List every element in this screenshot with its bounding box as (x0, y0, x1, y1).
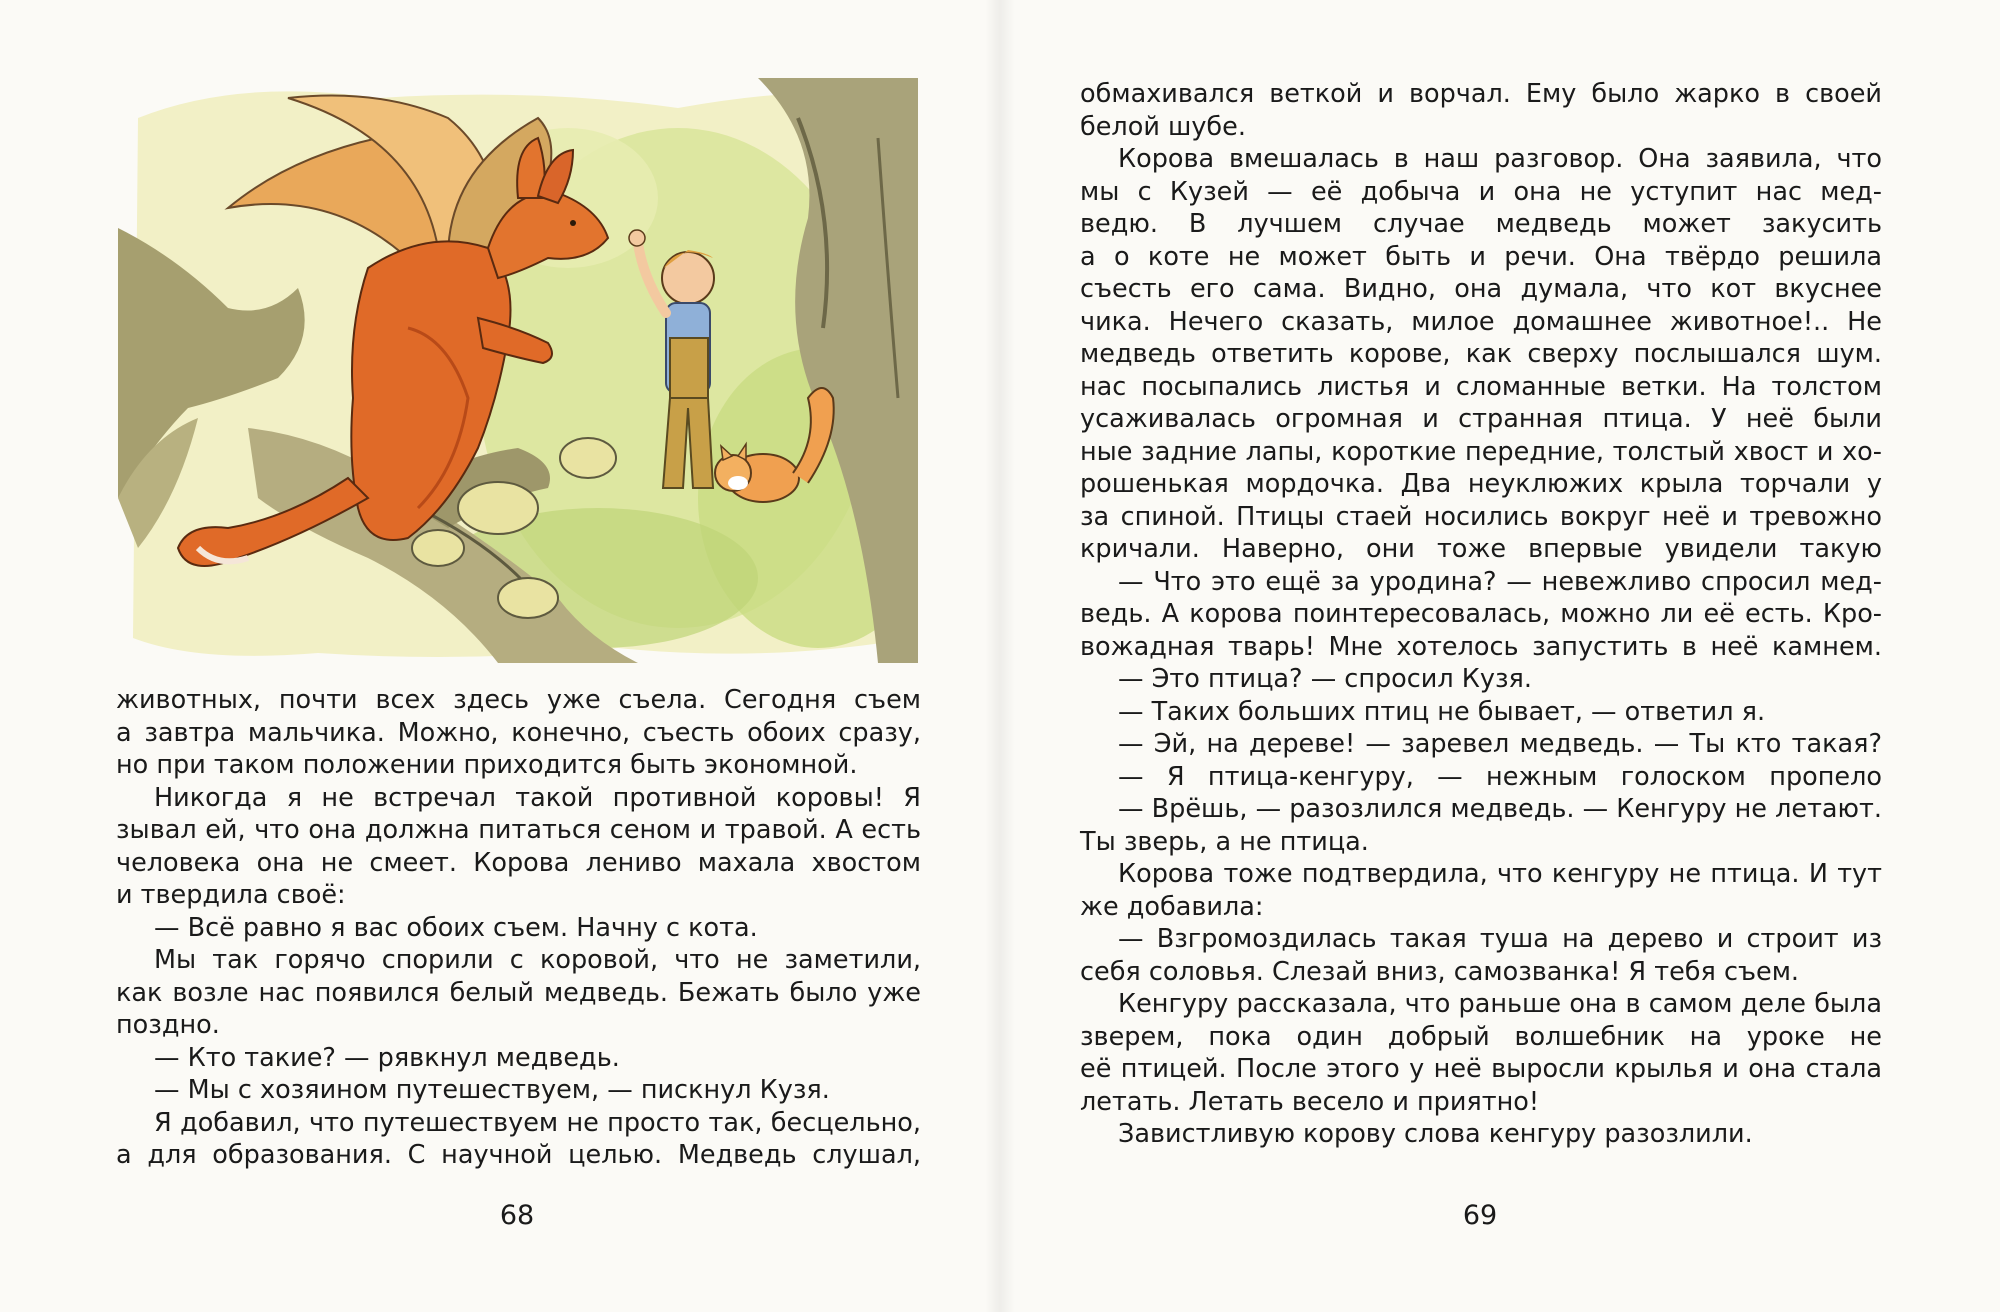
text-line: зывал ей, что она должна питаться сеном и травой. А есть (116, 815, 921, 845)
text-line: медведь ответить корове, как сверху послышался шум. (1080, 339, 1882, 369)
text-line: рошенькая мордочка. Два неуклюжих крыла торчали у (1080, 469, 1882, 499)
text-line: Кенгуру рассказала, что раньше она в самом деле была (1118, 989, 1882, 1019)
text-line: съесть его сама. Видно, она думала, что кот вкуснее (1080, 274, 1882, 304)
text-line: животных, почти всех здесь уже съела. Сегодня съем (116, 685, 921, 715)
text-line: — Мы с хозяином путешествуем, — пискнул Кузя. (154, 1075, 830, 1105)
right-page (1000, 0, 2000, 1312)
text-line: Корова вмешалась в наш разговор. Она заявила, что (1118, 144, 1882, 174)
text-line: но при таком положении приходится быть экономной. (116, 750, 858, 780)
text-line: — Кто такие? — рявкнул медведь. (154, 1042, 620, 1073)
text-line: нас посыпались листья и сломанные ветки. На толстом (1080, 371, 1882, 402)
text-line: — Взгромоздилась такая туша на дерево и строит из (1118, 924, 1882, 954)
text-line: чика. Нечего сказать, милое домашнее животное!.. Не (1080, 306, 1882, 337)
text-line: её птицей. После этого у неё выросли крылья и она стала (1080, 1054, 1882, 1084)
kangaroo-bird-illustration (118, 78, 918, 663)
text-line: — Это птица? — спросил Кузя. (1118, 664, 1532, 694)
text-line: Корова тоже подтвердила, что кенгуру не птица. И тут (1118, 859, 1882, 889)
text-line: — Я птица-кенгуру, — нежным голоском пропело (1118, 761, 1882, 792)
text-line: ные задние лапы, короткие передние, толстый хвост и хо- (1080, 436, 1882, 467)
text-line: — Эй, на дереве! — заревел медведь. — Ты кто такая? (1118, 729, 1882, 759)
text-line: за спиной. Птицы стаей носились вокруг неё и тревожно (1080, 501, 1882, 532)
text-line: как возле нас появился белый медведь. Бежать было уже (116, 977, 921, 1008)
text-line: усаживалась огромная и странная птица. У неё были (1080, 404, 1882, 434)
text-line: летать. Летать весело и приятно! (1080, 1086, 1540, 1117)
page-number-left: 68 (499, 1200, 535, 1231)
text-line: Никогда я не встречал такой противной коровы! Я (154, 782, 921, 813)
text-line: белой шубе. (1080, 111, 1246, 142)
left-page-text (116, 684, 921, 1172)
text-line: — Что это ещё за уродина? — невежливо спросил мед- (1118, 566, 1882, 597)
text-line: — Врёшь, — разозлился медведь. — Кенгуру не летают. (1118, 794, 1882, 824)
text-line: зверем, пока один добрый волшебник на уроке не (1080, 1021, 1882, 1052)
text-line: Завистливую корову слова кенгуру разозлили. (1118, 1119, 1753, 1149)
page-number-right: 69 (1462, 1200, 1498, 1231)
text-line: и твердила своё: (116, 880, 346, 910)
text-line: обмахивался веткой и ворчал. Ему было жарко в своей (1080, 79, 1882, 109)
text-line: поздно. (116, 1010, 220, 1040)
text-line: а о коте не может быть и речи. Она твёрдо решила (1080, 241, 1882, 272)
text-line: Я добавил, что путешествуем не просто так, бесцельно, (154, 1107, 921, 1138)
text-line: себя соловья. Слезай вниз, самозванка! Я тебя съем. (1080, 956, 1800, 987)
text-line: ведю. В лучшем случае медведь может закусить (1080, 209, 1882, 239)
text-line: человека она не смеет. Корова лениво махала хвостом (116, 847, 921, 878)
text-line: ведь. А корова поинтересовалась, можно ли её есть. Кро- (1080, 599, 1882, 629)
text-line: а для образования. С научной целью. Медведь слушал, (116, 1140, 921, 1170)
text-line: Ты зверь, а не птица. (1080, 826, 1369, 857)
right-page-text (1080, 78, 1882, 1151)
text-line: — Всё равно я вас обоих съем. Начну с кота. (154, 912, 758, 943)
text-line: мы с Кузей — её добыча и она не уступит нас мед- (1080, 176, 1882, 207)
text-line: — Таких больших птиц не бывает, — ответил я. (1118, 696, 1766, 727)
text-line: а завтра мальчика. Можно, конечно, съесть обоих сразу, (116, 717, 921, 748)
text-line: вожадная тварь! Мне хотелось запустить в неё камнем. (1080, 631, 1882, 662)
text-line: Мы так горячо спорили с коровой, что не заметили, (154, 945, 921, 975)
text-line: кричали. Наверно, они тоже впервые увидели такую (1080, 534, 1882, 564)
text-line: же добавила: (1080, 891, 1264, 922)
